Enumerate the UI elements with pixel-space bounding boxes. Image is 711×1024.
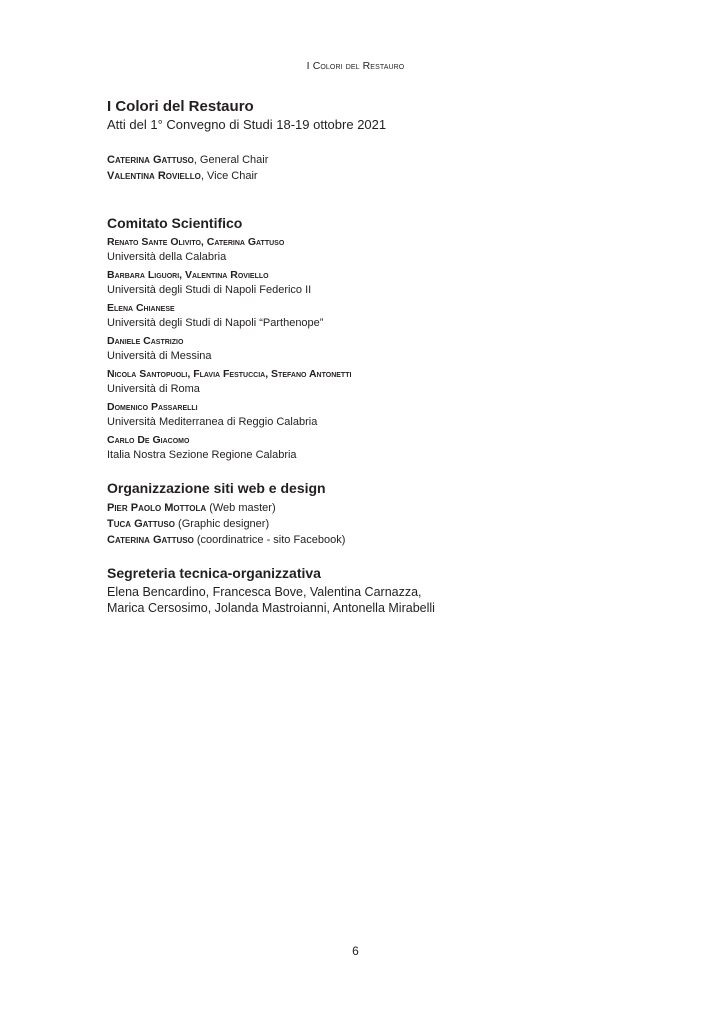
secretariat-names-line: Marica Cersosimo, Jolanda Mastroianni, Antonella Mirabelli <box>107 601 435 615</box>
web-member-name: Tuca Gattuso <box>107 518 175 530</box>
scientific-committee-section <box>107 214 627 463</box>
chair-name: Valentina Roviello <box>107 170 201 182</box>
web-member <box>107 500 627 516</box>
member-names: Domenico Passarelli <box>107 401 198 413</box>
section-heading: Segreteria tecnica-organizzativa <box>107 565 321 581</box>
member-names: Elena Chianese <box>107 302 175 314</box>
web-member <box>107 532 627 548</box>
page-content <box>107 97 627 616</box>
web-design-section <box>107 479 627 548</box>
chair-entry <box>107 152 627 168</box>
web-member-role: (Web master) <box>206 502 276 514</box>
section-heading: Comitato Scientifico <box>107 215 243 231</box>
committee-member <box>107 334 627 364</box>
web-member-role: (Graphic designer) <box>174 518 270 530</box>
committee-member <box>107 268 627 298</box>
web-member-name: Pier Paolo Mottola <box>107 502 207 514</box>
member-names: Nicola Santopuoli, Flavia Festuccia, Stefano Antonetti <box>107 368 352 380</box>
member-affiliation: Università degli Studi di Napoli Federico II <box>107 284 312 296</box>
secretariat-names-line: Elena Bencardino, Francesca Bove, Valentina Carnazza, <box>107 585 422 599</box>
chair-name: Caterina Gattuso <box>107 154 194 166</box>
committee-member <box>107 301 627 331</box>
book-subtitle: Atti del 1° Convegno di Studi 18-19 ottobre 2021 <box>107 117 387 132</box>
page-number: 6 <box>352 944 359 958</box>
section-heading: Organizzazione siti web e design <box>107 480 326 496</box>
member-affiliation: Italia Nostra Sezione Regione Calabria <box>107 449 297 461</box>
secretariat-section <box>107 564 627 616</box>
book-title: I Colori del Restauro <box>107 98 254 115</box>
member-affiliation: Università della Calabria <box>107 251 227 263</box>
member-names: Daniele Castrizio <box>107 335 184 347</box>
committee-member <box>107 235 627 265</box>
chair-role: , Vice Chair <box>200 170 258 182</box>
member-names: Renato Sante Olivito, Caterina Gattuso <box>107 236 285 248</box>
chairs-list <box>107 152 627 184</box>
chair-entry <box>107 168 627 184</box>
member-names: Carlo De Giacomo <box>107 434 190 446</box>
web-member-name: Caterina Gattuso <box>107 534 194 546</box>
chair-role: , General Chair <box>193 154 269 166</box>
member-affiliation: Università di Roma <box>107 383 200 395</box>
running-head: I Colori del Restauro <box>306 60 405 72</box>
committee-member <box>107 433 627 463</box>
web-member <box>107 516 627 532</box>
member-affiliation: Università degli Studi di Napoli “Parthenope” <box>107 317 324 329</box>
member-affiliation: Università Mediterranea di Reggio Calabria <box>107 416 318 428</box>
committee-member <box>107 400 627 430</box>
member-names: Barbara Liguori, Valentina Roviello <box>107 269 269 281</box>
web-member-role: (coordinatrice - sito Facebook) <box>193 534 346 546</box>
member-affiliation: Università di Messina <box>107 350 212 362</box>
committee-member <box>107 367 627 397</box>
